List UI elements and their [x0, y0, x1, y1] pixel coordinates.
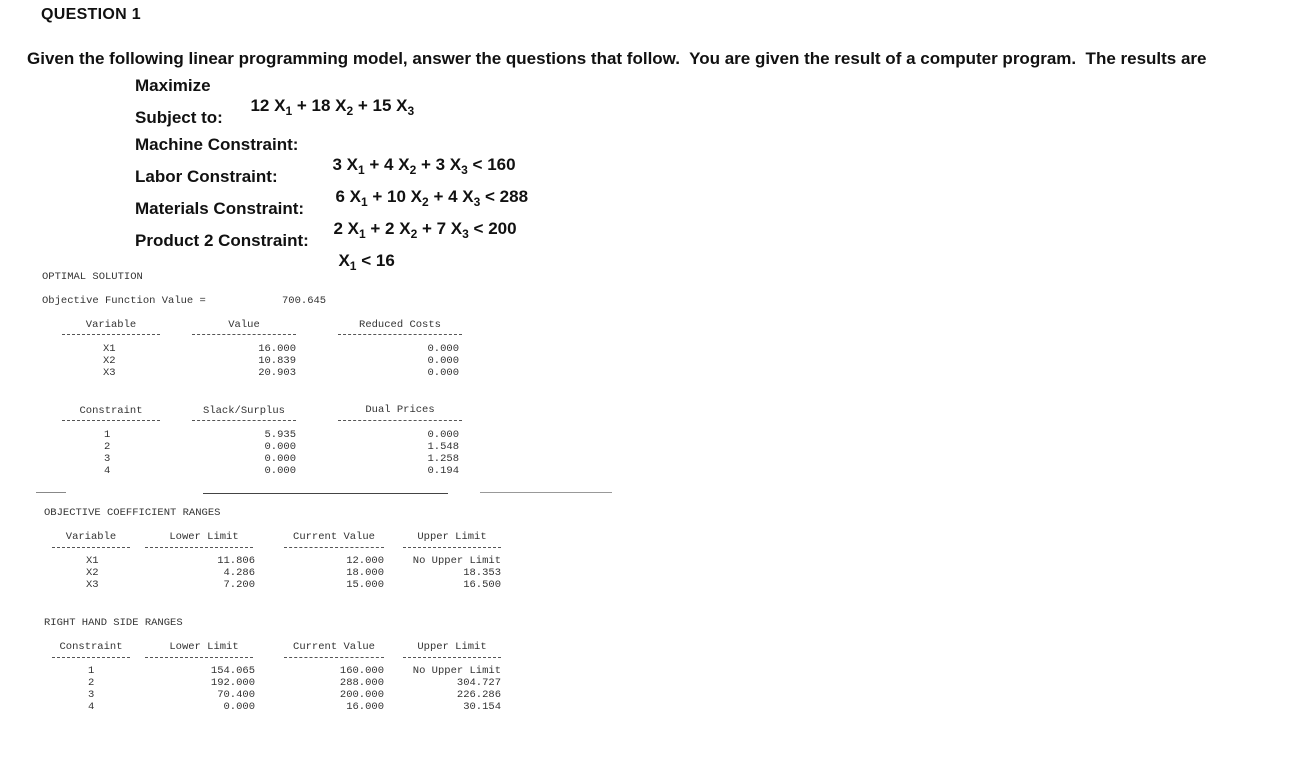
header-underline [145, 547, 253, 548]
table-cell: 4 [88, 701, 95, 713]
table-cell: No Upper Limit [412, 555, 501, 567]
table-cell: 200.000 [339, 689, 384, 701]
header-underline [338, 334, 462, 335]
optimal-solution-title: OPTIMAL SOLUTION [42, 271, 143, 283]
table-cell: 226.286 [456, 689, 501, 701]
table-cell: 16.000 [258, 343, 296, 355]
subject-to-label: Subject to: [135, 108, 223, 127]
product2-constraint-expression: $X_1 < 16$ [338, 251, 395, 273]
header-underline [62, 334, 160, 335]
question-heading: QUESTION 1 [41, 6, 141, 23]
table-cell: 0.000 [264, 453, 296, 465]
table-cell: 2 [104, 441, 111, 453]
labor-constraint-label: Labor Constraint: [135, 167, 278, 186]
table-cell: 2 [88, 677, 95, 689]
table-cell: X2 [86, 567, 99, 579]
table-cell: 10.839 [258, 355, 296, 367]
section-divider [480, 492, 612, 493]
table-cell: X3 [86, 579, 99, 591]
table-cell: 7.200 [223, 579, 255, 591]
table-cell: 0.194 [427, 465, 459, 477]
table-cell: 4 [104, 465, 111, 477]
header-underline [145, 657, 253, 658]
table-cell: 30.154 [463, 701, 501, 713]
header-underline [284, 657, 384, 658]
table-cell: 154.065 [210, 665, 255, 677]
table-cell: 0.000 [427, 355, 459, 367]
header-underline [52, 657, 130, 658]
table-cell: X1 [103, 343, 116, 355]
variables-header-reduced-costs: Reduced Costs [359, 319, 441, 331]
table-cell: 0.000 [223, 701, 255, 713]
question-intro: Given the following linear programming model, answer the questions that follow. You are given the result of a computer program. The results are [27, 49, 1207, 68]
table-cell: 3 [104, 453, 111, 465]
variables-header-variable: Variable [85, 319, 137, 331]
rhs-ranges-header-constraint: Constraint [59, 641, 123, 653]
table-cell: 16.000 [346, 701, 384, 713]
header-underline [338, 420, 462, 421]
header-underline [403, 547, 501, 548]
table-cell: 20.903 [258, 367, 296, 379]
materials-constraint-expression: 2 $X_1 + 2$ $X_2 + 7$ $X_3 < 200$ [333, 219, 517, 241]
header-underline [192, 334, 296, 335]
rhs-ranges-header-upper: Upper Limit [417, 641, 487, 653]
labor-constraint-expression: 6 $X_1 + 10$ $X_2 + 4$ $X_3 < 288$ [335, 187, 529, 209]
machine-constraint-expression: 3 $X_1 + 4$ $X_2 + 3$ $X_3 < 160$ [332, 155, 516, 177]
variables-header-value: Value [228, 319, 260, 331]
table-cell: 160.000 [339, 665, 384, 677]
objective-function-value: 700.645 [282, 295, 327, 307]
header-underline [403, 657, 501, 658]
table-cell: 18.353 [463, 567, 501, 579]
materials-constraint-label: Materials Constraint: [135, 199, 305, 218]
rhs-ranges-header-lower: Lower Limit [169, 641, 239, 653]
table-cell: 0.000 [264, 441, 296, 453]
product2-constraint-label: Product 2 Constraint: [135, 231, 309, 250]
header-underline [284, 547, 384, 548]
table-cell: No Upper Limit [412, 665, 501, 677]
constraints-header-constraint: Constraint [79, 405, 143, 417]
table-cell: 0.000 [264, 465, 296, 477]
objective-function-label: Objective Function Value = [42, 295, 206, 307]
table-cell: 4.286 [223, 567, 255, 579]
table-cell: 16.500 [463, 579, 501, 591]
table-cell: 12.000 [346, 555, 384, 567]
header-underline [62, 420, 160, 421]
objective-label: Maximize [135, 76, 211, 95]
table-cell: 70.400 [217, 689, 255, 701]
header-underline [52, 547, 130, 548]
table-cell: X1 [86, 555, 99, 567]
table-cell: 5.935 [264, 429, 296, 441]
section-divider [36, 492, 66, 493]
table-cell: 1.548 [427, 441, 459, 453]
table-cell: 0.000 [427, 343, 459, 355]
rhs-ranges-header-current: Current Value [293, 641, 375, 653]
table-cell: X2 [103, 355, 116, 367]
table-cell: 15.000 [346, 579, 384, 591]
objective-ranges-header-upper: Upper Limit [417, 531, 487, 543]
table-cell: 11.806 [217, 555, 255, 567]
table-cell: 288.000 [339, 677, 384, 689]
constraints-header-slack: Slack/Surplus [203, 405, 285, 417]
table-cell: 304.727 [456, 677, 501, 689]
header-underline [192, 420, 296, 421]
table-cell: 3 [88, 689, 95, 701]
table-cell: 1.258 [427, 453, 459, 465]
constraints-header-dual-prices: Dual Prices [365, 404, 435, 416]
machine-constraint-label: Machine Constraint: [135, 135, 299, 154]
table-cell: 1 [88, 665, 95, 677]
table-cell: 0.000 [427, 429, 459, 441]
objective-ranges-header-variable: Variable [65, 531, 117, 543]
table-cell: 1 [104, 429, 111, 441]
table-cell: 192.000 [210, 677, 255, 689]
objective-ranges-title: OBJECTIVE COEFFICIENT RANGES [44, 507, 221, 519]
section-divider [203, 493, 448, 494]
objective-expression: 12 $X_1 + 18$ $X_2 + 15$ $X_3$ [250, 96, 415, 118]
table-cell: 0.000 [427, 367, 459, 379]
table-cell: 18.000 [346, 567, 384, 579]
objective-ranges-header-lower: Lower Limit [169, 531, 239, 543]
objective-ranges-header-current: Current Value [293, 531, 375, 543]
table-cell: X3 [103, 367, 116, 379]
rhs-ranges-title: RIGHT HAND SIDE RANGES [44, 617, 183, 629]
